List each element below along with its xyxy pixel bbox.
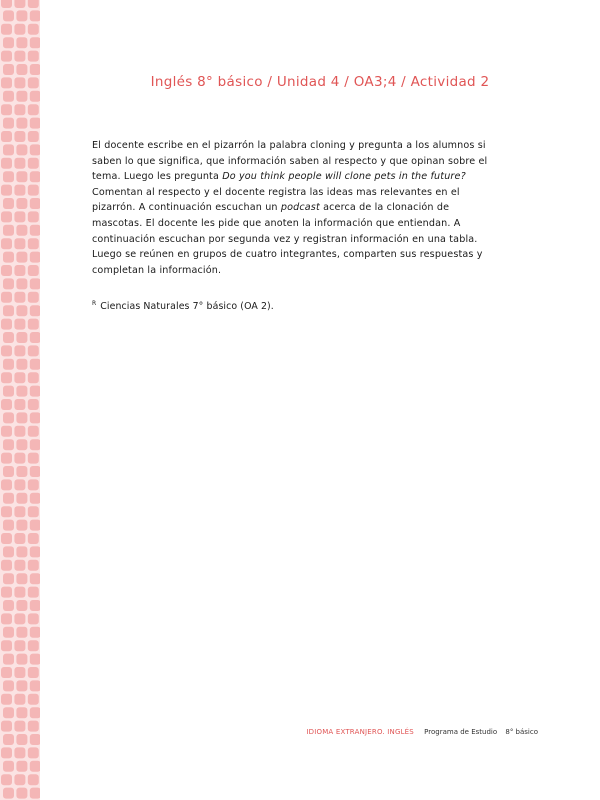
page-footer: [306, 728, 538, 736]
strip-tile: [30, 734, 40, 745]
strip-tile: [3, 600, 14, 611]
decorative-side-strip: [0, 0, 40, 800]
strip-tile: [30, 654, 40, 665]
strip-tile: [16, 493, 27, 504]
strip-tile: [16, 600, 27, 611]
strip-tile: [1, 640, 12, 651]
strip-tile: [16, 520, 27, 531]
strip-tile: [16, 412, 27, 423]
strip-tile: [28, 0, 39, 8]
strip-tile: [28, 292, 39, 303]
strip-tile: [28, 211, 39, 222]
strip-tile: [14, 774, 25, 785]
strip-tile: [16, 118, 27, 129]
strip-tile: [14, 372, 25, 383]
strip-tile: [28, 667, 39, 678]
strip-tile: [1, 426, 12, 437]
strip-tile: [28, 345, 39, 356]
strip-tile: [28, 238, 39, 249]
strip-tile: [3, 198, 14, 209]
strip-tile: [3, 225, 14, 236]
strip-tile: [28, 774, 39, 785]
strip-tile: [3, 386, 14, 397]
strip-tile: [28, 560, 39, 571]
strip-tile: [14, 265, 25, 276]
strip-tile: [3, 493, 14, 504]
strip-tile: [1, 185, 12, 196]
strip-tile: [3, 305, 14, 316]
strip-tile: [28, 721, 39, 732]
strip-tile: [1, 613, 12, 624]
strip-tile: [16, 386, 27, 397]
strip-tile: [14, 587, 25, 598]
strip-tile: [16, 359, 27, 370]
strip-tile: [30, 118, 40, 129]
strip-tile: [30, 198, 40, 209]
strip-tile: [3, 520, 14, 531]
footer-program: Programa de Estudio: [424, 728, 498, 736]
strip-tile: [14, 211, 25, 222]
strip-tile: [16, 252, 27, 263]
strip-tile: [3, 359, 14, 370]
strip-tile: [30, 171, 40, 182]
strip-tile: [30, 144, 40, 155]
strip-tile: [16, 332, 27, 343]
page-title: Inglés 8° básico / Unidad 4 / OA3;4 / Actividad 2: [150, 74, 490, 90]
strip-tile: [30, 386, 40, 397]
strip-tile: [28, 587, 39, 598]
strip-tile: [1, 131, 12, 142]
strip-tile: [14, 453, 25, 464]
text-segment-2: Comentan al respecto y el docente registra las ideas mas relevantes en el pizarrón. A continuación escuchan un: [92, 186, 460, 214]
strip-tile: [3, 439, 14, 450]
strip-tile: [14, 399, 25, 410]
strip-tile: [1, 372, 12, 383]
strip-tile: [14, 613, 25, 624]
strip-tile: [14, 506, 25, 517]
strip-tile: [3, 466, 14, 477]
strip-tile: [28, 131, 39, 142]
strip-tile: [16, 734, 27, 745]
strip-tile: [16, 680, 27, 691]
footnote-text: Ciencias Naturales 7° básico (OA 2).: [100, 301, 274, 312]
strip-tile: [14, 77, 25, 88]
strip-tile: [16, 707, 27, 718]
strip-tile: [16, 627, 27, 638]
strip-tile: [1, 721, 12, 732]
strip-tile: [3, 171, 14, 182]
strip-tile: [3, 788, 14, 799]
strip-tile: [30, 573, 40, 584]
strip-tile: [30, 680, 40, 691]
strip-tile: [14, 479, 25, 490]
strip-tile: [30, 600, 40, 611]
strip-tile: [1, 479, 12, 490]
strip-tile: [16, 64, 27, 75]
strip-tile: [14, 292, 25, 303]
strip-tile: [30, 520, 40, 531]
strip-tile: [1, 506, 12, 517]
strip-tile: [1, 104, 12, 115]
strip-tile: [14, 694, 25, 705]
strip-tile: [14, 319, 25, 330]
strip-tile: [30, 332, 40, 343]
strip-tile: [28, 640, 39, 651]
strip-tile: [30, 493, 40, 504]
strip-tile: [3, 278, 14, 289]
strip-tile: [28, 506, 39, 517]
strip-tile: [3, 734, 14, 745]
strip-tile: [14, 104, 25, 115]
footnote-marker: R: [92, 300, 97, 307]
text-segment-3: acerca de la clonación de mascotas. El docente les pide que anoten la información que entiendan. A continuación escuchan por segunda vez y registran información en una tabla. Luego se reúnen en grupos de cuatro integrantes, comparten sus respuestas y completan la información.: [92, 202, 483, 276]
strip-tile: [14, 640, 25, 651]
strip-tile: [14, 426, 25, 437]
strip-tile: [1, 560, 12, 571]
strip-tile: [28, 265, 39, 276]
strip-tile: [30, 359, 40, 370]
strip-tile: [28, 24, 39, 35]
podcast-italic: podcast: [280, 202, 320, 214]
strip-tile: [16, 278, 27, 289]
strip-tile: [16, 788, 27, 799]
activity-description: [92, 138, 492, 278]
strip-tile: [14, 747, 25, 758]
strip-tile: [3, 252, 14, 263]
strip-tile: [3, 627, 14, 638]
strip-tile: [30, 761, 40, 772]
strip-tile: [3, 118, 14, 129]
strip-tile: [1, 211, 12, 222]
strip-tile: [28, 185, 39, 196]
strip-tile: [1, 694, 12, 705]
strip-tile: [14, 131, 25, 142]
strip-tile: [16, 466, 27, 477]
strip-tile: [16, 654, 27, 665]
strip-tile: [30, 412, 40, 423]
strip-tile: [30, 546, 40, 557]
strip-tile: [16, 573, 27, 584]
strip-tile: [14, 51, 25, 62]
strip-tile: [3, 412, 14, 423]
strip-tile: [30, 37, 40, 48]
strip-tile: [14, 533, 25, 544]
footnote: [92, 300, 274, 312]
strip-tile: [14, 238, 25, 249]
strip-tile: [16, 10, 27, 21]
strip-tile: [16, 439, 27, 450]
strip-tile: [1, 667, 12, 678]
strip-tile: [14, 24, 25, 35]
strip-tile: [3, 91, 14, 102]
strip-tile: [30, 788, 40, 799]
strip-tile: [1, 238, 12, 249]
strip-tile: [28, 453, 39, 464]
strip-tile: [28, 613, 39, 624]
strip-tile: [30, 707, 40, 718]
rounded-squares-pattern: [0, 0, 40, 800]
strip-tile: [1, 533, 12, 544]
strip-tile: [28, 77, 39, 88]
strip-tile: [16, 171, 27, 182]
strip-tile: [1, 51, 12, 62]
footer-grade: 8° básico: [505, 728, 538, 736]
strip-tile: [14, 0, 25, 8]
strip-tile: [1, 587, 12, 598]
strip-tile: [30, 466, 40, 477]
strip-tile: [1, 453, 12, 464]
strip-tile: [3, 707, 14, 718]
strip-tile: [16, 305, 27, 316]
strip-tile: [3, 761, 14, 772]
strip-tile: [28, 747, 39, 758]
strip-tile: [1, 319, 12, 330]
strip-tile: [28, 399, 39, 410]
strip-tile: [30, 64, 40, 75]
strip-tile: [14, 560, 25, 571]
strip-tile: [28, 426, 39, 437]
strip-tile: [30, 278, 40, 289]
footer-subject: IDIOMA EXTRANJERO. INGLÉS: [306, 728, 414, 736]
strip-tile: [3, 37, 14, 48]
strip-tile: [3, 654, 14, 665]
strip-tile: [28, 372, 39, 383]
strip-tile: [30, 305, 40, 316]
question-italic: Do you think people will clone pets in the future?: [222, 171, 466, 183]
strip-tile: [16, 198, 27, 209]
strip-tile: [3, 680, 14, 691]
strip-tile: [1, 158, 12, 169]
strip-tile: [28, 51, 39, 62]
strip-tile: [1, 265, 12, 276]
strip-tile: [1, 77, 12, 88]
strip-tile: [3, 64, 14, 75]
strip-tile: [1, 345, 12, 356]
strip-tile: [14, 721, 25, 732]
strip-tile: [16, 225, 27, 236]
strip-tile: [28, 533, 39, 544]
strip-tile: [14, 345, 25, 356]
strip-tile: [1, 292, 12, 303]
strip-tile: [3, 332, 14, 343]
strip-tile: [1, 747, 12, 758]
strip-tile: [3, 546, 14, 557]
strip-tile: [30, 627, 40, 638]
text-segment-1: El docente escribe en el pizarrón la palabra cloning y pregunta a los alumnos si saben lo que significa, que información saben al respecto y que opinan sobre el tema. Luego les pregunta: [92, 140, 488, 183]
strip-tile: [3, 144, 14, 155]
strip-tile: [28, 479, 39, 490]
strip-tile: [28, 158, 39, 169]
strip-tile: [30, 10, 40, 21]
strip-tile: [1, 774, 12, 785]
strip-tile: [16, 91, 27, 102]
activity-paragraph: [92, 138, 492, 278]
strip-tile: [30, 225, 40, 236]
strip-tile: [16, 144, 27, 155]
strip-tile: [1, 0, 12, 8]
strip-tile: [30, 252, 40, 263]
strip-tile: [3, 573, 14, 584]
strip-tile: [30, 91, 40, 102]
strip-tile: [14, 667, 25, 678]
strip-tile: [1, 399, 12, 410]
strip-tile: [30, 439, 40, 450]
strip-tile: [16, 546, 27, 557]
strip-tile: [28, 319, 39, 330]
strip-tile: [1, 24, 12, 35]
strip-tile: [14, 158, 25, 169]
strip-tile: [14, 185, 25, 196]
strip-tile: [28, 104, 39, 115]
strip-tile: [16, 761, 27, 772]
strip-tile: [16, 37, 27, 48]
strip-tile: [28, 694, 39, 705]
strip-tile: [3, 10, 14, 21]
